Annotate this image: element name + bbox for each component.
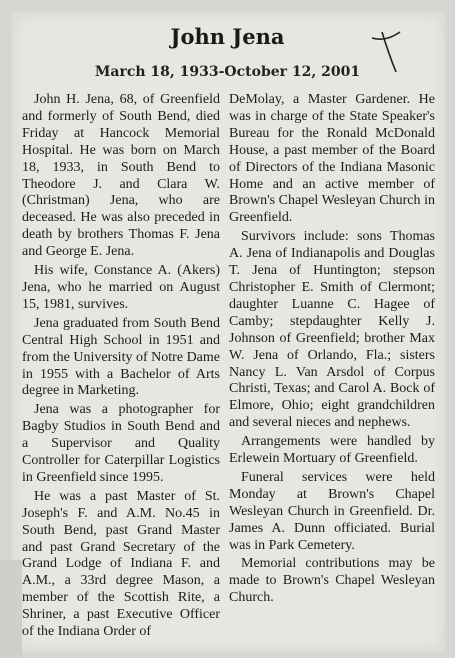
paragraph-arrangements: Arrangements were handled by Erlewein Mortuary of Greenfield. xyxy=(229,434,435,467)
paragraph-masonic: He was a past Master of St. Joseph's F. and A.M. No.45 in South Bend, past Grand Master and past Grand Secretary of the Grand Lodge of Indiana F. and A.M., a 33rd degree Mason, a member of the Scottish Rite, a Shriner, a past Executive Officer of the Indiana Order of xyxy=(22,488,220,640)
paragraph-memorial: Memorial contributions may be made to Brown's Chapel Wesleyan Church. xyxy=(229,556,435,606)
obituary-name: John Jena xyxy=(170,24,285,49)
paragraph-funeral: Funeral services were held Monday at Brown's Chapel Wesleyan Church in Greenfield. Dr. James A. Dunn officiated. Burial was in Park Cemetery. xyxy=(229,469,435,553)
obituary-dates: March 18, 1933-October 12, 2001 xyxy=(94,64,361,80)
paragraph-career: Jena was a photographer for Bagby Studios in South Bend and a Supervisor and Quality Controller for Caterpillar Logistics in Greenfield since 1995. xyxy=(22,402,220,485)
paragraph-biography: John H. Jena, 68, of Greenfield and formerly of South Bend, died Friday at Hancock Memorial Hospital. He was born on March 18, 1933, in South Bend to Theodore J. and Clara W. (Christman) Jena, who are deceased. He was also preceded in death by brothers Thomas F. Jena and George E. Jena. xyxy=(22,92,220,260)
torn-corner xyxy=(0,560,22,658)
paragraph-activities: DeMolay, a Master Gardener. He was in charge of the State Speaker's Bureau for the Ronald McDonald House, a past member of the Board of Directors of the Indiana Masonic Home and an active member of Brown's Chapel Wesleyan Church in Greenfield. xyxy=(229,92,435,226)
paragraph-survivors: Survivors include: sons Thomas A. Jena of Indianapolis and Douglas T. Jena of Huntington; stepson Christopher E. Smith of Clermont; daughter Luanne C. Hagee of Camby; stepdaughter Kelly J. Johnson of Greenfield; brother Max W. Jena of Orlando, Fla.; sisters Nancy L. Van Arsdol of Corpus Christi, Texas; and Carol A. Bock of Elmore, Ohio; eight grandchildren and several nieces and nephews. xyxy=(229,229,435,431)
left-column xyxy=(22,92,220,643)
paragraph-education: Jena graduated from South Bend Central High School in 1951 and from the University of Notre Dame in 1955 with a Bachelor of Arts degree in Marketing. xyxy=(22,315,220,399)
paragraph-wife: His wife, Constance A. (Akers) Jena, who he married on August 15, 1981, survives. xyxy=(22,263,220,312)
right-column xyxy=(229,92,435,609)
